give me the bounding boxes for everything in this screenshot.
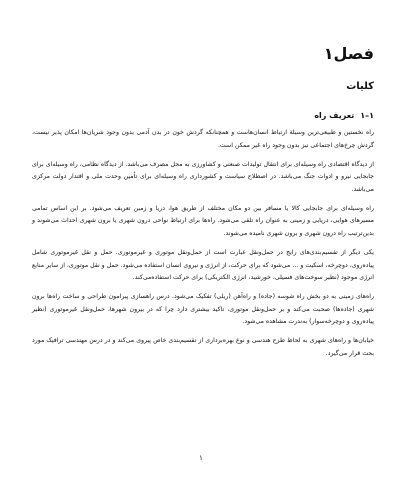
- page-number: ۱: [199, 454, 203, 462]
- paragraph: از دیدگاه اقتصادی راه وسیله‌ای برای انتقال تولیدات صنعتی و کشاورزی به محل مصرف می‌باشد. از دیدگاه نظامی، راه وسیله‌ای برای جابجایی نیرو و ادوات جنگ می‌باشد. در اصطلاح سیاست و کشورداری راه وسیله‌ای برای تأمین وحدت ملی و اقتدار دولت مرکزی می‌باشد.: [32, 160, 374, 193]
- subsection-title: تعریف راه: [314, 111, 355, 120]
- paragraph: راه نخستین و طبیعی‌ترین وسیلهٔ ارتباط انسان‌هاست و همچنانکه گردش خون در بدن آدمی بدون وجود شریان‌ها امکان پذیر نیست، گردش چرخ‌های اجتماعی نیز بدون وجود راه غیر ممکن است.: [32, 129, 374, 149]
- chapter-title: فصل۱: [323, 44, 374, 63]
- subsection-heading: [314, 110, 374, 122]
- paragraph: راه‌های زمینی به دو بخش راه شوسه (جاده) و راه‌آهن (ریلی) تفکیک می‌شود. درس راهسازی پیرامون طراحی و ساخت راه‌ها برون شهری (جاده‌ها) صحبت می‌کند و بر حمل‌ونقل موتوری، تاکید بیشتری دارد چرا که در بیرون شهرها، حمل‌ونقل غیرموتوری (نظیر پیاده‌روی و دوچرخه‌سوار) به‌ندرت مشاهده می‌شود.: [32, 293, 374, 326]
- paragraph: خیابان‌ها و راه‌های شهری به لحاظ طرح هندسی و نوع بهره‌برداری از تقسیم‌بندی خاص پیروی می‌کند و در درس مهندسی ترافیک مورد بحث قرار می‌گیرد.: [32, 337, 374, 357]
- body-text: [32, 127, 374, 367]
- paragraph: راه وسیله‌ای برای جابجایی کالا یا مسافر بین دو مکان مختلف از طریق هوا، دریا و زمین تعریف می‌شود. بر این اساس تمامی مسیرهای هوایی، دریایی و زمینی به عنوان راه تلقی می‌شود. راه‌ها برای ارتباط نواحی درون شهری یا برون شهری احداث می‌شوند و بدین‌ترتیب راه درون شهری و برون شهری نامیده می‌شوند.: [32, 204, 374, 237]
- section-title: کلیات: [346, 81, 374, 92]
- subsection-number: ۱–۱: [360, 111, 374, 120]
- paragraph: یکی دیگر از تقسیم‌بندی‌های رایج در حمل‌ونقل عبارت است از حمل‌ونقل موتوری و غیرموتوری. حمل و نقل غیرموتوری شامل پیاده‌روی، دوچرخه، اسکیت و … می‌شود که برای حرکت، از انرژی و نیروی انسان استفاده می‌شود. حمل و نقل موتوری، از سایر منابع انرژی موجود (نظیر سوخت‌های فسیلی، خورشید، انرژی الکتریکی) برای حرکت استفاده‌می‌کند.: [32, 248, 374, 282]
